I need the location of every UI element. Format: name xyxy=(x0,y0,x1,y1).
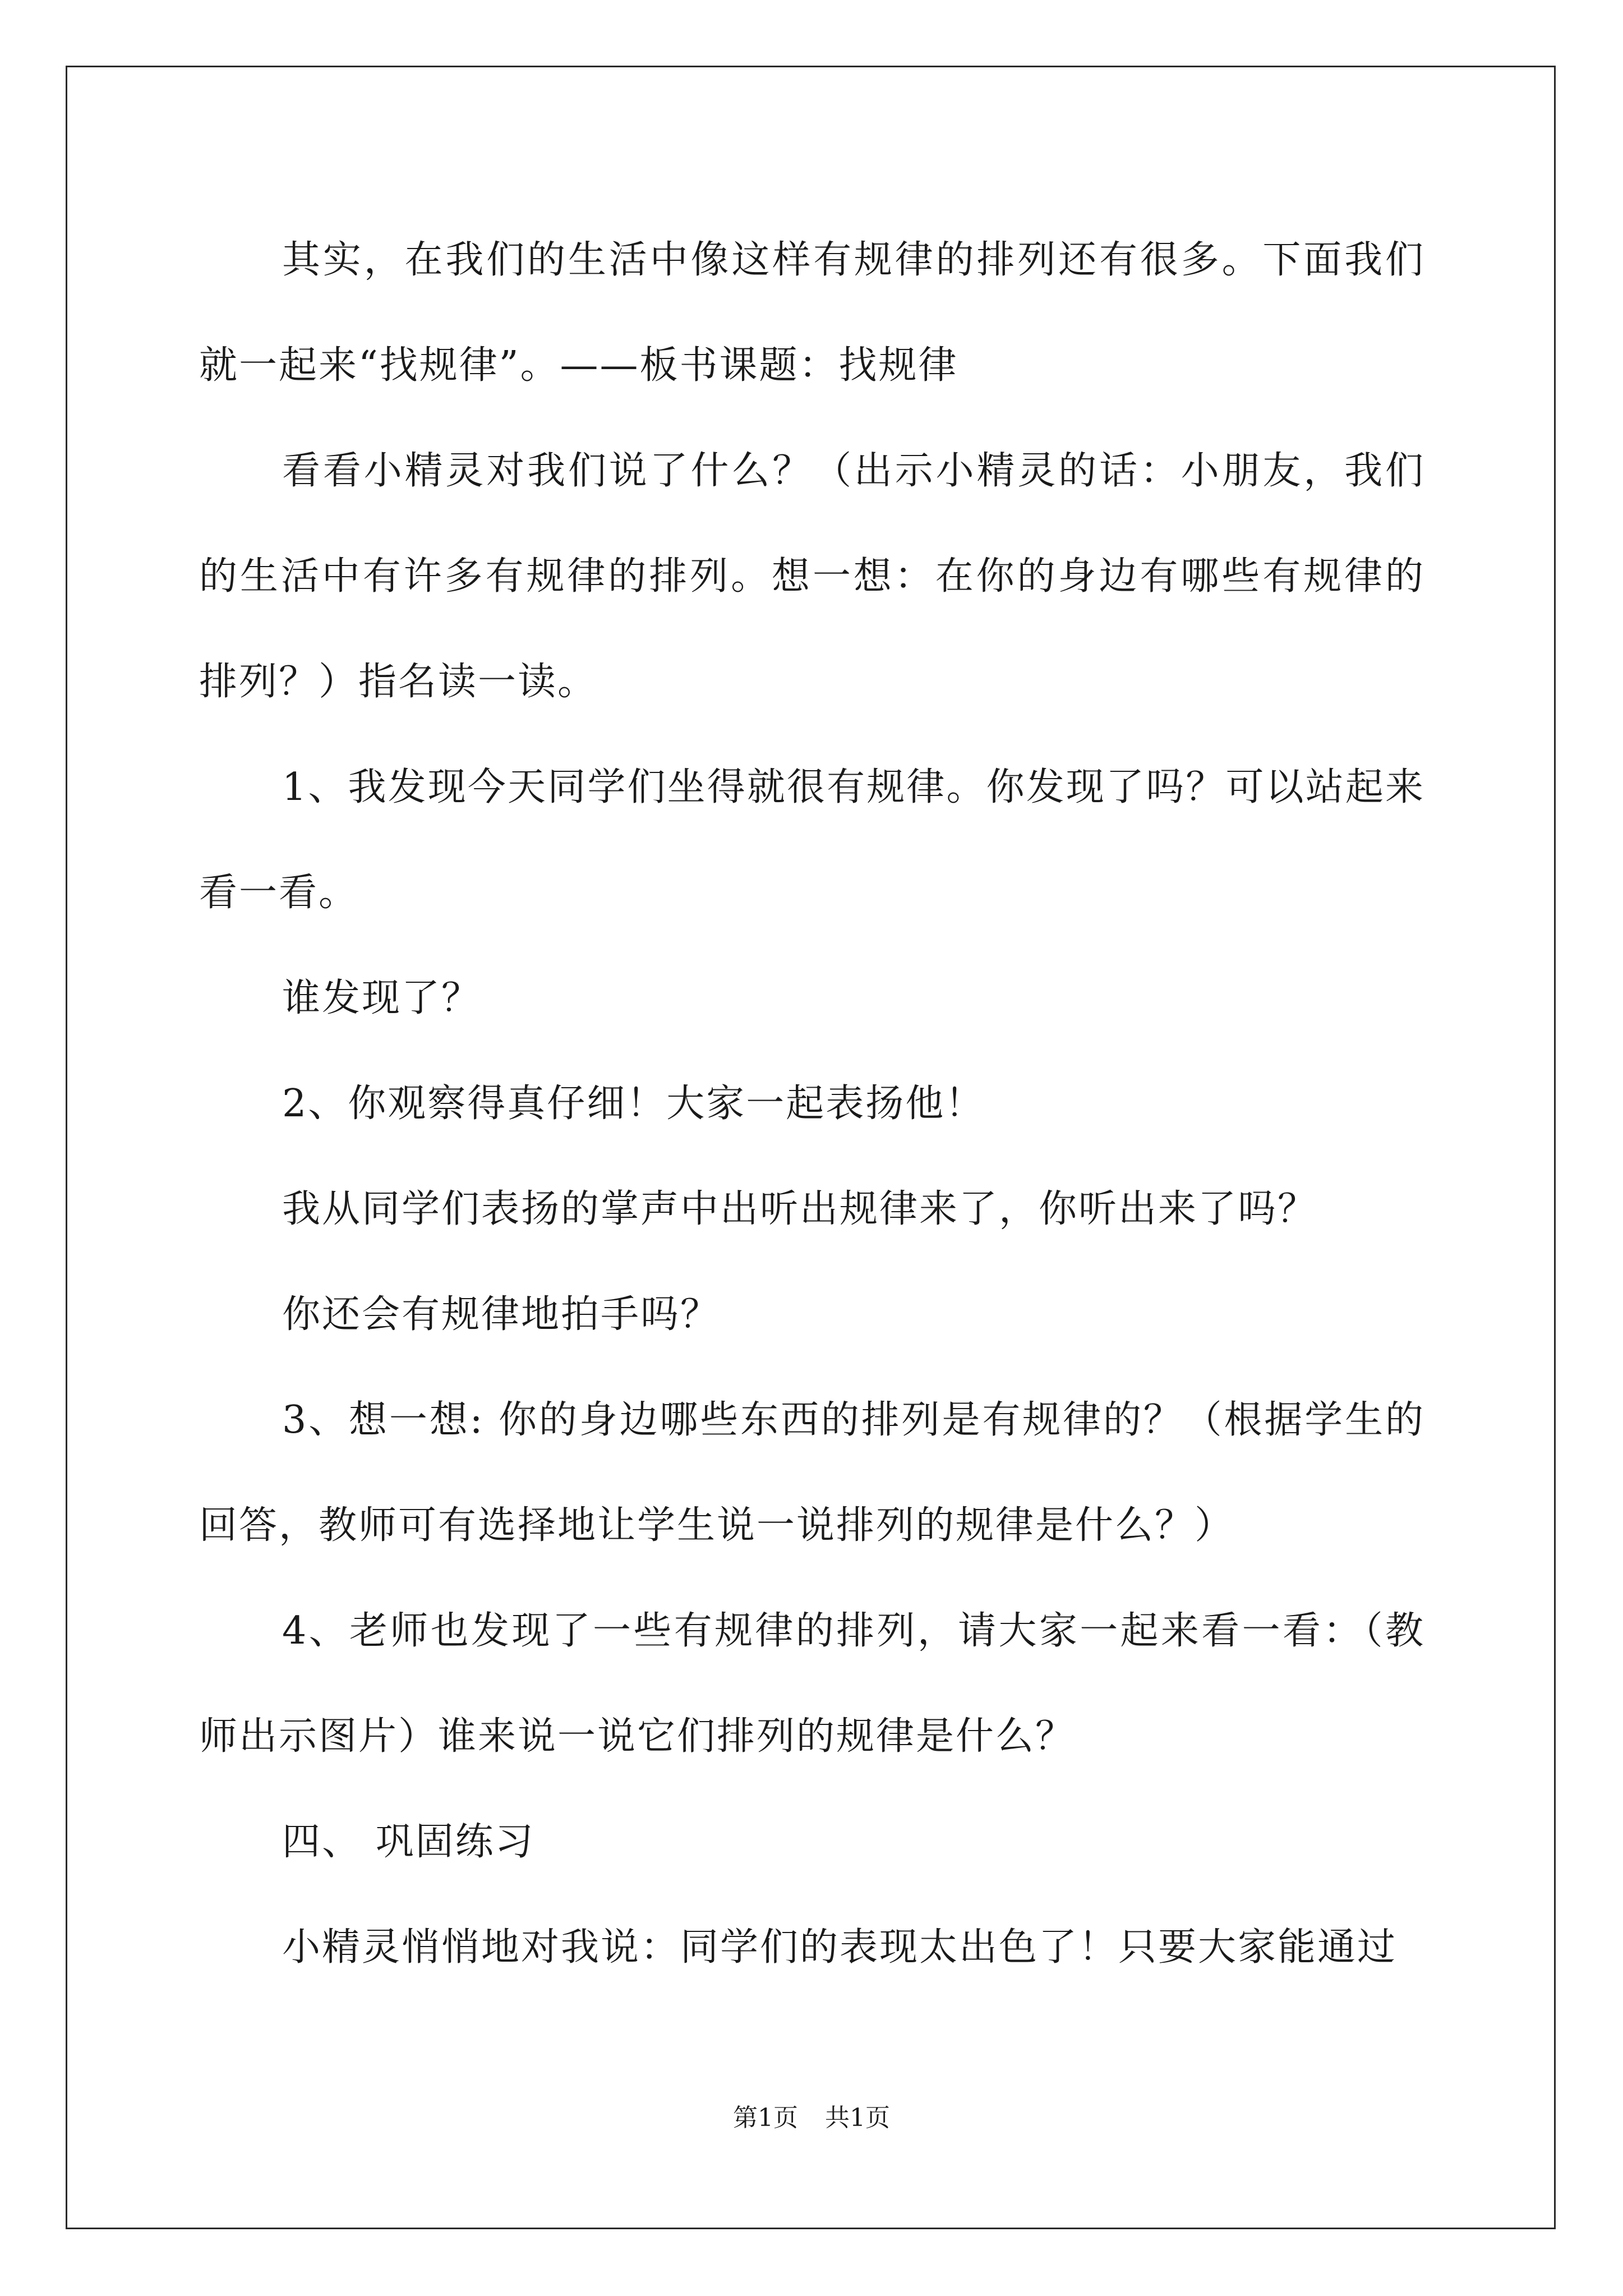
document-body xyxy=(199,208,1425,2000)
paragraph-11: 小精灵悄悄地对我说：同学们的表现太出色了！只要大家能通过 xyxy=(282,1925,1398,1970)
paragraph-4: 谁发现了？ xyxy=(282,976,482,1020)
page-number: 第1页 xyxy=(733,2104,798,2132)
paragraph-1: 其实，在我们的生活中像这样有规律的排列还有很多。下面我们就一起来“找规律”。——板书课题：找规律 xyxy=(199,238,1425,388)
paragraph-2: 看看小精灵对我们说了什么？（出示小精灵的话：小朋友，我们的生活中有许多有规律的排列。想一想：在你的身边有哪些有规律的排列？）指名读一读。 xyxy=(199,449,1425,704)
paragraph-6: 我从同学们表扬的掌声中出听出规律来了，你听出来了吗？ xyxy=(282,1187,1318,1231)
page-total: 共1页 xyxy=(825,2104,890,2132)
paragraph-7: 你还会有规律地拍手吗？ xyxy=(282,1292,721,1337)
page-footer xyxy=(0,2101,1623,2135)
paragraph-5: 2、你观察得真仔细！大家一起表扬他！ xyxy=(282,1082,985,1126)
paragraph-3: 1、我发现今天同学们坐得就很有规律。你发现了吗？可以站起来看一看。 xyxy=(199,765,1425,915)
section-heading: 四、 巩固练习 xyxy=(282,1820,535,1864)
paragraph-8: 3、想一想: 你的身边哪些东西的排列是有规律的？（根据学生的回答，教师可有选择地让学生说一说排列的规律是什么？） xyxy=(199,1398,1425,1548)
paragraph-9: 4、老师也发现了一些有规律的排列，请大家一起来看一看：（教师出示图片）谁来说一说它们排列的规律是什么？ xyxy=(199,1609,1425,1759)
